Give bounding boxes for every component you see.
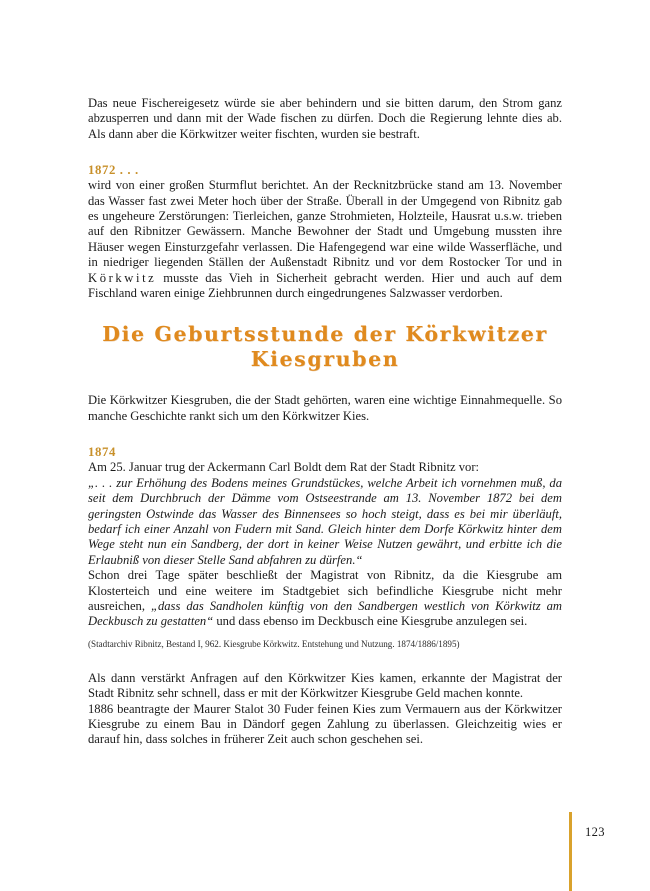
heading-1874: 1874 (88, 445, 116, 460)
boldt-quotation: „. . . zur Erhöhung des Bodens meines Grundstückes, welche Arbeit ich vornehmen muß, da seit dem Durchbruch der Dämme vom Ostseestrande am 13. November 1872 bei dem geringsten Ostwinde das Wasser des Binnensees so hoch steigt, dass es bei mir überläuft, bedarf ich einer Anzahl von Fudern mit Sand. Gleich hinter dem Dorfe Körkwitz hinter dem Wege steht nun ein Sandberg, der dort in keiner Weise Nutzen gewährt, und erbitte ich die Erlaubniß von dieser Stelle Sand abfahren zu dürfen.“ (88, 475, 562, 567)
spacer (88, 301, 562, 322)
paragraph-1872 (88, 178, 562, 301)
closing-paragraph-1: Als dann verstärkt Anfragen auf den Körkwitzer Kies kamen, erkannte der Magistrat der Stadt Ribnitz sehr schnell, dass er mit der Körkwitzer Kiesgrube Geld machen konnte. (88, 670, 562, 701)
chapter-title (88, 322, 562, 372)
chapter-title-line-2: Kiesgruben (250, 347, 400, 372)
paragraph-magistrat-part1: Schon drei Tage später beschließt der Magistrat von Ribnitz, da die Kiesgrube am Klosterteich und eine weitere im Stadtgebiet sich befindliche Kiesgrube nicht mehr ausreichen, (88, 568, 562, 613)
paragraph-magistrat-part2: und dass ebenso im Deckbusch eine Kiesgrube anzulegen sei. (213, 614, 528, 629)
magistrat-quotation: „dass das Sandholen künftig von den Sandbergen westlich von Körkwitz am Deckbusch zu gestatten“ (88, 598, 562, 629)
emphasis-koerkwitz: Körkwitz (88, 270, 157, 285)
footer-accent-bar (569, 812, 572, 891)
chapter-intro-paragraph: Die Körkwitzer Kiesgruben, die der Stadt gehörten, waren eine wichtige Einnahmequelle. So manche Geschichte rankt sich um den Körkwitzer Kies. (88, 393, 562, 423)
page-footer (0, 812, 650, 891)
paragraph-1872-part2: musste das Vieh in Sicherheit gebracht werden. Hier und auch auf dem Fischland waren einige Ziehbrunnen durch eingedrungenes Salzwasser verdorben. (88, 270, 562, 301)
spacer (88, 372, 562, 393)
spacer (88, 630, 562, 638)
spacer (88, 650, 562, 671)
text-column (88, 96, 562, 748)
source-citation: (Stadtarchiv Ribnitz, Bestand I, 962. Kiesgrube Körkwitz. Entstehung und Nutzung. 1874/1886/1895) (88, 638, 460, 649)
paragraph-1874-lead: Am 25. Januar trug der Ackermann Carl Boldt dem Rat der Stadt Ribnitz vor: (88, 460, 480, 475)
closing-paragraph-2: 1886 beantragte der Maurer Stalot 30 Fuder feinen Kies zum Vermauern aus der Körkwitzer Kiesgrube zu einem Bau in Dändorf gegen Zahlung zu überlassen. Gleichzeitig wies er darauf hin, dass solches in früherer Zeit auch schon geschehen sei. (88, 701, 562, 747)
chapter-title-line-1: Die Geburtsstunde der Körkwitzer (102, 322, 548, 347)
page-number: 123 (585, 825, 605, 839)
heading-1872: 1872 . . . (88, 163, 139, 178)
spacer (88, 142, 562, 163)
intro-paragraph: Das neue Fischereigesetz würde sie aber behindern und sie bitten darum, den Strom ganz abzusperren und dann mit der Wade fischen zu dürfen. Doch die Regierung lehnte dies ab. Als dann aber die Körkwitzer weiter fischten, wurden sie bestraft. (88, 96, 562, 141)
paragraph-magistrat (88, 568, 562, 630)
spacer (88, 424, 562, 445)
paragraph-1872-part1: wird von einer großen Sturmflut berichtet. An der Recknitzbrücke stand am 13. November das Wasser fast zwei Meter hoch über der Straße. Überall in der Umgegend von Ribnitz gab es ungeheure Zerstörungen: Tierleichen, ganze Strohmieten, Holzteile, Hausrat u.s.w. trieben auf den Ribnitzer Gewässern. Manche Bewohner der Stadt und Umgebung mussten ihre Häuser wegen Einsturzgefahr verlassen. Die Hafengegend war eine wilde Wasserfläche, und in niedriger liegenden Ställen der Außenstadt Ribnitz und vor dem Rostocker Tor und in (88, 178, 562, 270)
